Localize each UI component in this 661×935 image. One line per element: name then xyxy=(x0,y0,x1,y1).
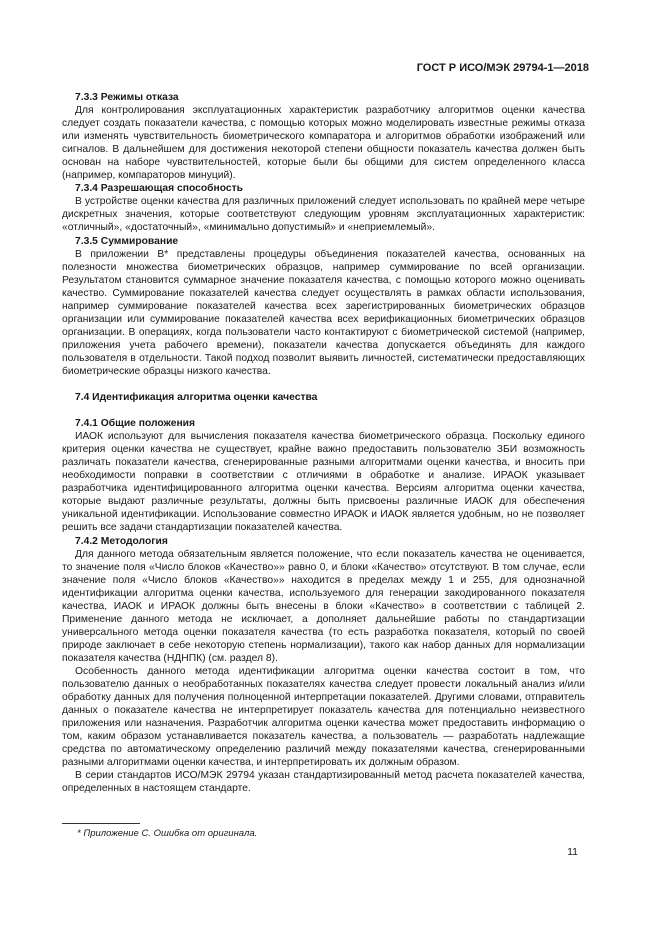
paragraph: В устройстве оценки качества для различных приложений следует использовать по крайней мере четыре дискретных значения, которые соответствуют следующим уровням эксплуатационных характеристик: «отличный», «достаточный», «минимально допустимый» и «неприемлемый». xyxy=(62,196,585,234)
document-header: ГОСТ Р ИСО/МЭК 29794-1—2018 xyxy=(416,62,589,74)
section-heading-7-4: 7.4 Идентификация алгоритма оценки качества xyxy=(75,392,318,404)
heading-7-3-4: 7.3.4 Разрешающая способность xyxy=(75,183,243,195)
paragraph: ИАОК используют для вычисления показателя качества биометрического образца. Поскольку единого критерия оценки качества не существует, крайне важно предоставить пользователю ЗБИ возможность различать показатели качества, сгенерированные разными алгоритмами оценки качества, и вносить при необходимости поправки в соответствии с отличиями в обработке и анализе. ИРАОК указывает разработчика идентифицированного алгоритма оценки качества. Версиям алгоритма оценки качества, которые выдают различные результаты, должны быть присвоены различные ИАОК для обеспечения уникальной идентификации. Использование совместно ИРАОК и ИАОК является удобным, но не позволяет решить все задачи стандартизации показателей качества. xyxy=(62,431,585,534)
heading-7-4-2: 7.4.2 Методология xyxy=(75,535,168,547)
heading-7-4-1: 7.4.1 Общие положения xyxy=(75,418,195,430)
paragraph: Особенность данного метода идентификации алгоритма оценки качества состоит в том, что пользователю данных о необработанных показателях качества следует провести локальный анализ и/или обработку данных для получения полноценной интерпретации показателей. Другими словами, отправитель данных о показателе качества не интерпретирует показатель качества для потенциально неизвестного приложения или назначения. Разработчик алгоритма оценки качества может предоставить информацию о том, каким образом устанавливается показатель качества, а пользователь — разработать надлежащие средства по автоматическому определению различий между показателями качества, сгенерированными разными алгоритмами оценки качества, и интерпретировать их должным образом. xyxy=(62,665,585,769)
paragraph: В приложении B* представлены процедуры объединения показателей качества, основанных на полезности множества биометрических образцов, например суммирование по всей организации. Результатом становится суммарное значение показателя качества, с помощью которого можно оценивать качество. Суммирование показателей качества следует осуществлять в рамках области использования, например суммирование показателей качества всех зарегистрированных биометрических образцов организации или суммирование показателей качества всех верификационных биометрических образцов организации. В операциях, когда пользователи часто контактируют с биометрической системой (например, приложения учета рабочего времени), показатели качества допускается объединять для каждого пользователя в отдельности. Такой подход позволит выявить личностей, систематически предоставляющих биометрические образцы низкого качества. xyxy=(62,248,585,377)
heading-7-3-5: 7.3.5 Суммирование xyxy=(75,235,179,247)
paragraph: Для контролирования эксплуатационных характеристик разработчику алгоритмов оценки качества следует создать показатели качества, с помощью которых можно моделировать известные режимы отказа или изменять чувствительность биометрического компаратора и алгоритмов обработки изображений или сигналов. В дальнейшем для достижения некоторой степени общности показатель качества должен быть основан на наборе чувствительностей, которые были бы общими для систем определенного класса (например, компараторов минуций). xyxy=(62,105,585,182)
page-number: 11 xyxy=(567,846,578,858)
heading-7-3-3: 7.3.3 Режимы отказа xyxy=(75,92,179,103)
footnote: * Приложение С. Ошибка от оригинала. xyxy=(77,828,258,839)
paragraph: В серии стандартов ИСО/МЭК 29794 указан стандартизированный метод расчета показателей качества, определенных в настоящем стандарте. xyxy=(62,770,585,795)
footnote-divider xyxy=(62,823,140,824)
document-body xyxy=(62,91,585,795)
paragraph: Для данного метода обязательным является положение, что если показатель качества не оценивается, то значение поля «Число блоков «Качество»» равно 0, и блоки «Качество» отсутствуют. В том случае, если значение поля «Число блоков «Качество»» находится в пределах между 1 и 255, для однозначной идентификации алгоритма оценки качества, используемого для генерации закодированного показателя качества, ИАОК и ИРАОК должны быть внесены в блоки «Качество» в соответствии с таблицей 2. Применение данного метода не исключает, а дополняет дальнейшие работы по стандартизации универсального метода оценки показателя качества (то есть разработка показателя, который по своей природе заключает в себе некоторую степень нормализации), такого как набор данных для нормализации показателя качества (НДНПК) (см. раздел 8). xyxy=(62,548,585,664)
